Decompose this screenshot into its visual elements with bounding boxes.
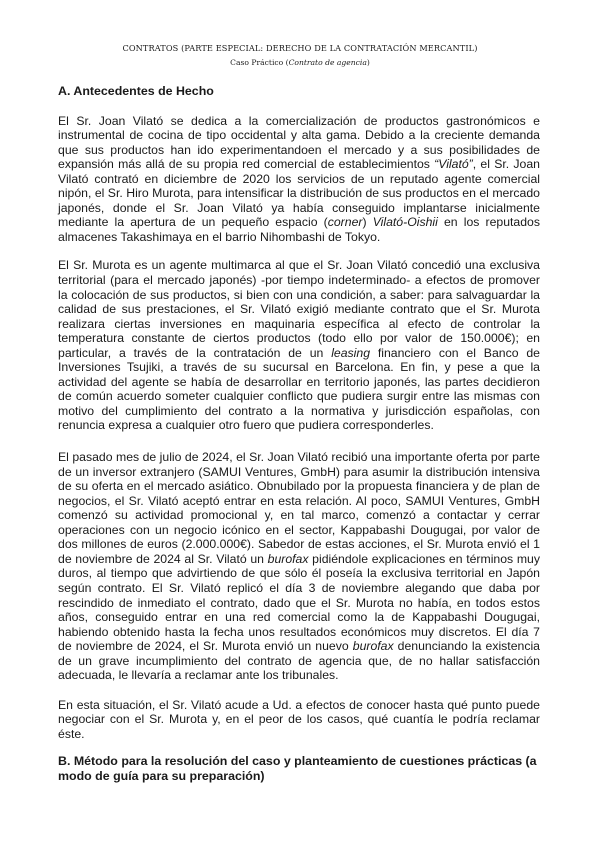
p1-text-3: ) bbox=[362, 215, 373, 230]
p1-italic-2: corner bbox=[327, 215, 363, 230]
subtitle-italic: Contrato de agencia bbox=[288, 58, 367, 67]
p3-italic-2: burofax bbox=[352, 639, 394, 654]
course-title: CONTRATOS (PARTE ESPECIAL: DERECHO DE LA CONTRATACIÓN MERCANTIL) bbox=[122, 43, 478, 53]
paragraph-1 bbox=[58, 114, 540, 245]
document-header bbox=[0, 43, 600, 68]
subtitle-prefix: Caso Práctico ( bbox=[230, 58, 289, 67]
p1-text-1: El Sr. Joan Vilató se dedica a la comercialización de productos gastronómicos e instrumental de cocina de tipo occidental y alta gama. Debido a la creciente demanda que sus productos han ido experimentandoen el mercado y a sus posibilidades de expansión más allá de su propia red comercial de establecimientos bbox=[58, 113, 540, 172]
section-b-heading: B. Método para la resolución del caso y planteamiento de cuestiones prácticas (a modo de guía para su preparación) bbox=[58, 754, 537, 783]
section-a-heading: A. Antecedentes de Hecho bbox=[58, 84, 214, 98]
p3-text-3: denunciando la existencia de un grave incumplimiento del contrato de agencia que, de no hallar satisfacción adecuada, le llevaría a reclamar ante los tribunales. bbox=[58, 639, 540, 683]
paragraph-3 bbox=[58, 450, 540, 683]
paragraph-4 bbox=[58, 698, 540, 742]
subtitle-suffix: ) bbox=[366, 58, 370, 67]
p3-text-1: El pasado mes de julio de 2024, el Sr. Joan Vilató recibió una importante oferta por parte de un inversor extranjero (SAMUI Ventures, GmbH) para asumir la distribución intensiva de su oferta en el mercado asiático. Obnubilado por la propuesta financiera y de plan de negocios, el Sr. Vilató aceptó entrar en esta relación. Al poco, SAMUI Ventures, GmbH comenzó su actividad promocional y, en tal marco, comenzó a contactar y cerrar operaciones con un negocio icónico en el sector, Kappabashi Dougugai, por valor de dos millones de euros (2.000.000€). Sabedor de estas acciones, el Sr. Murota envió el 1 de noviembre de 2024 al Sr. Vilató un bbox=[58, 450, 540, 566]
paragraph-2 bbox=[58, 258, 540, 433]
p1-text-4: en los reputados almacenes Takashimaya en el barrio Nihombashi de Tokyo. bbox=[58, 215, 540, 244]
p3-italic-1: burofax bbox=[267, 551, 309, 566]
case-subtitle bbox=[0, 57, 600, 68]
p1-text-2: , el Sr. Joan Vilató contrató en diciembre de 2020 los servicios de un reputado agente comercial nipón, el Sr. Hiro Murota, para intensificar la distribución de sus productos en el mercado japonés, donde el Sr. Joan Vilató ya había conseguido implantarse inicialmente mediante la apertura de un pequeño espacio ( bbox=[58, 157, 540, 230]
p1-italic-3: Vilató-Oishii bbox=[372, 215, 438, 230]
document-body bbox=[58, 84, 540, 784]
p2-text-2: financiero con el Banco de Inversiones Tsujiki, a través de su sucursal en Barcelona. En fin, y pese a que la actividad del agente se había de desarrollar en territorio japonés, las partes decidieron de común acuerdo someter cualquier conflicto que pudiera surgir entre las mismas con motivo del cumplimiento del contrato a la normativa y jurisdicción españolas, con renuncia expresa a cualquier otro fuero que pudiera corresponderles. bbox=[58, 345, 540, 433]
p1-italic-1: “Vilató” bbox=[434, 157, 473, 172]
p2-italic-1: leasing bbox=[331, 345, 371, 360]
p2-text-1: El Sr. Murota es un agente multimarca al que el Sr. Joan Vilató concedió una exclusiva territorial (para el mercado japonés) -por tiempo indeterminado- a efectos de promover la colocación de sus productos, si bien con una condición, a saber: para salvaguardar la calidad de sus prestaciones, el Sr. Vilató exigió mediante contrato que el Sr. Murota realizara ciertas inversiones en maquinaria específica al efecto de controlar la temperatura constante de ciertos productos (todo ello por valor de 150.000€); en particular, a través de la contratación de un bbox=[58, 258, 540, 360]
p3-text-2: pidiéndole explicaciones en términos muy duros, al tiempo que advirtiendo de que sólo él poseía la exclusiva territorial en Japón según contrato. El Sr. Vilató replicó el día 3 de noviembre alegando que daba por rescindido de inmediato el contrato, dado que el Sr. Murota no había, en todos estos años, conseguido entrar en una red comercial como la de Kappabashi Dougugai, habiendo obtenido hasta la fecha unos resultados económicos muy discretos. El día 7 de noviembre de 2024, el Sr. Murota envió un nuevo bbox=[58, 551, 541, 654]
p4-text-1: En esta situación, el Sr. Vilató acude a Ud. a efectos de conocer hasta qué punto puede negociar con el Sr. Murota y, en el peor de los casos, qué cuantía le podría reclamar éste. bbox=[58, 697, 540, 741]
